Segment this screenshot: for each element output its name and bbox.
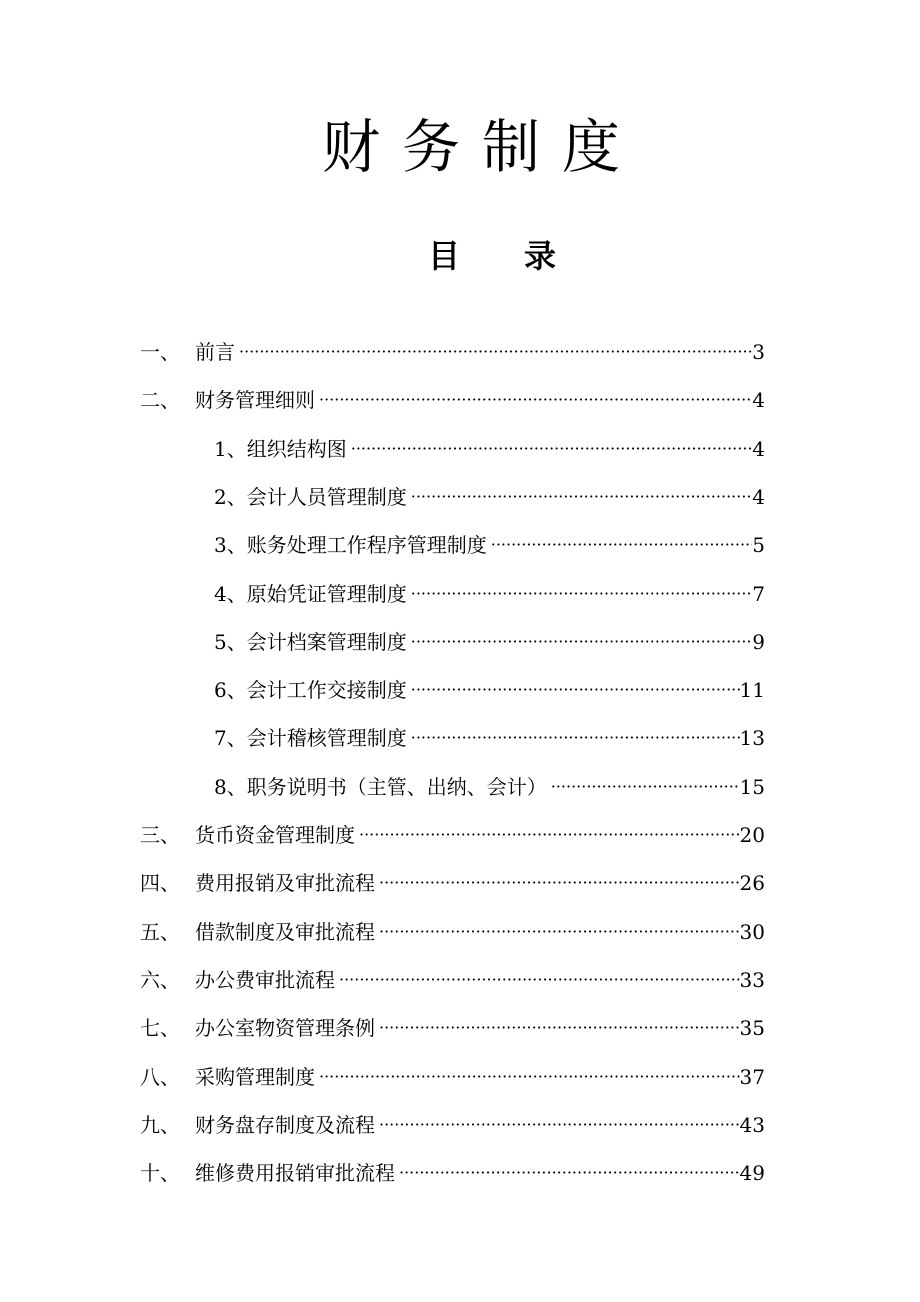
toc-dot-leader xyxy=(379,918,740,946)
toc-page-number: 3 xyxy=(752,340,765,364)
toc-entry[interactable] xyxy=(140,821,765,849)
document-title: 财务制度 xyxy=(321,113,642,181)
toc-entry-title: 5、会计档案管理制度 xyxy=(214,630,407,654)
toc-page-number: 37 xyxy=(739,1065,765,1089)
toc-entry-number: 五、 xyxy=(140,920,180,944)
toc-entry[interactable] xyxy=(214,724,765,752)
toc-dot-leader xyxy=(351,435,753,463)
toc-entry-title: 7、会计稽核管理制度 xyxy=(214,726,407,750)
toc-entry-number: 十、 xyxy=(140,1161,180,1185)
toc-entry-number: 一、 xyxy=(140,340,180,364)
toc-dot-leader xyxy=(491,531,753,559)
toc-entry[interactable] xyxy=(140,918,765,946)
toc-entry[interactable] xyxy=(140,966,765,994)
toc-page-number: 7 xyxy=(752,582,765,606)
toc-page-number: 15 xyxy=(739,775,765,799)
toc-entry[interactable] xyxy=(214,580,765,608)
toc-entry-title: 6、会计工作交接制度 xyxy=(214,678,407,702)
toc-entry-title: 办公室物资管理条例 xyxy=(195,1016,375,1040)
toc-entry[interactable] xyxy=(214,531,765,559)
toc-dot-leader xyxy=(319,386,752,414)
toc-page-number: 4 xyxy=(752,485,765,509)
toc-dot-leader xyxy=(411,724,740,752)
toc-page-number: 13 xyxy=(739,726,765,750)
toc-entry-title: 2、会计人员管理制度 xyxy=(214,485,407,509)
toc-page-number: 9 xyxy=(752,630,765,654)
toc-page-number: 30 xyxy=(739,920,765,944)
toc-entry-number: 六、 xyxy=(140,968,180,992)
toc-dot-leader xyxy=(359,821,740,849)
toc-page-number: 4 xyxy=(752,437,765,461)
toc-entry-title: 8、职务说明书（主管、出纳、会计） xyxy=(214,775,547,799)
toc-dot-leader xyxy=(411,628,753,656)
toc-entry[interactable] xyxy=(140,1063,765,1091)
toc-dot-leader xyxy=(239,338,752,366)
toc-page-number: 4 xyxy=(752,388,765,412)
toc-page-number: 5 xyxy=(752,533,765,557)
toc-page-number: 26 xyxy=(739,871,765,895)
toc-entry-title: 维修费用报销审批流程 xyxy=(195,1161,395,1185)
toc-entry-number: 九、 xyxy=(140,1113,180,1137)
toc-heading: 目录 xyxy=(427,237,620,275)
toc-entry-title: 财务管理细则 xyxy=(195,388,315,412)
toc-entry-title: 借款制度及审批流程 xyxy=(195,920,375,944)
toc-entry-title: 财务盘存制度及流程 xyxy=(195,1113,375,1137)
toc-dot-leader xyxy=(551,773,740,801)
toc-entry-title: 货币资金管理制度 xyxy=(195,823,355,847)
toc-entry[interactable] xyxy=(140,1111,765,1139)
toc-dot-leader xyxy=(379,1014,740,1042)
toc-page-number: 43 xyxy=(739,1113,765,1137)
toc-dot-leader xyxy=(379,1111,740,1139)
toc-page-number: 33 xyxy=(739,968,765,992)
toc-page-number: 49 xyxy=(739,1161,765,1185)
toc-dot-leader xyxy=(379,869,740,897)
toc-entry[interactable] xyxy=(140,1159,765,1187)
toc-entry[interactable] xyxy=(140,386,765,414)
toc-dot-leader xyxy=(411,580,753,608)
toc-dot-leader xyxy=(411,676,740,704)
toc-entry-title: 3、账务处理工作程序管理制度 xyxy=(214,533,487,557)
toc-entry-number: 三、 xyxy=(140,823,180,847)
toc-entry[interactable] xyxy=(214,676,765,704)
toc-entry-title: 1、组织结构图 xyxy=(214,437,347,461)
toc-entry[interactable] xyxy=(214,435,765,463)
toc-page-number: 11 xyxy=(739,678,765,702)
toc-entry[interactable] xyxy=(140,869,765,897)
toc-page-number: 20 xyxy=(739,823,765,847)
toc-entry[interactable] xyxy=(140,1014,765,1042)
toc-entry-number: 二、 xyxy=(140,388,180,412)
toc-entry-title: 办公费审批流程 xyxy=(195,968,335,992)
toc-dot-leader xyxy=(399,1159,740,1187)
toc-dot-leader xyxy=(319,1063,740,1091)
toc-entry[interactable] xyxy=(214,773,765,801)
toc-entry-title: 4、原始凭证管理制度 xyxy=(214,582,407,606)
toc-entry-number: 四、 xyxy=(140,871,180,895)
toc-entry[interactable] xyxy=(140,338,765,366)
toc-dot-leader xyxy=(411,483,753,511)
toc-entry[interactable] xyxy=(214,483,765,511)
toc-entry-title: 前言 xyxy=(195,340,235,364)
toc-page-number: 35 xyxy=(739,1016,765,1040)
toc-entry-title: 费用报销及审批流程 xyxy=(195,871,375,895)
toc-dot-leader xyxy=(339,966,740,994)
toc-entry-number: 八、 xyxy=(140,1065,180,1089)
toc-entry-title: 采购管理制度 xyxy=(195,1065,315,1089)
toc-entry-number: 七、 xyxy=(140,1016,180,1040)
toc-entry[interactable] xyxy=(214,628,765,656)
